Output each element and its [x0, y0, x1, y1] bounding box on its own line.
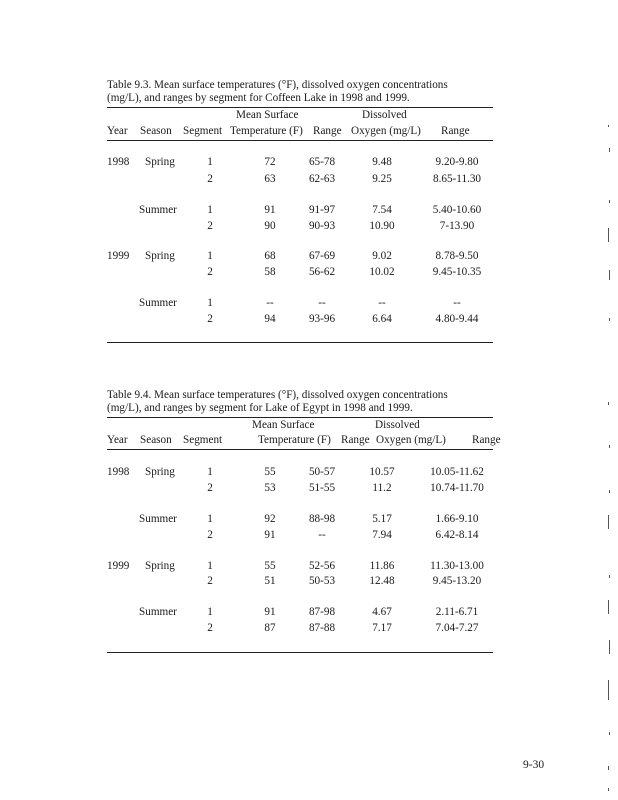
cell-oxygen: 11.86 — [369, 560, 395, 572]
table-caption — [107, 79, 493, 105]
table-row — [107, 622, 493, 635]
cell-segment: 2 — [207, 313, 213, 325]
cell-oxygen-range: 1.66-9.10 — [435, 513, 479, 525]
cell-oxygen-range: 6.42-8.14 — [435, 529, 479, 541]
cell-oxygen: 12.48 — [369, 575, 395, 587]
cell-segment: 1 — [207, 513, 213, 525]
cell-segment: 1 — [207, 250, 213, 262]
cell-temp-range: 65-78 — [308, 156, 336, 168]
header-dissolved: Dissolved — [362, 109, 407, 121]
table-row — [107, 313, 493, 326]
cell-season: Spring — [145, 466, 175, 478]
header-row-2 — [107, 125, 493, 138]
cell-temperature: 91 — [264, 606, 276, 618]
page-number: 9-30 — [523, 759, 545, 771]
table-row — [107, 560, 493, 573]
caption-line-1: Table 9.3. Mean surface temperatures (°F), dissolved oxygen concentrations — [107, 79, 448, 91]
cell-oxygen: -- — [378, 297, 386, 309]
cell-segment: 2 — [207, 575, 213, 587]
cell-oxygen-range: 7.04-7.27 — [435, 622, 479, 634]
cell-temp-range: 87-98 — [308, 606, 336, 618]
scan-speck — [608, 600, 609, 614]
scan-speck — [608, 125, 609, 127]
cell-temperature: 91 — [264, 529, 276, 541]
scan-speck — [609, 640, 610, 654]
header-oxygen-range: Range — [472, 434, 501, 446]
header-mean-surface: Mean Surface — [236, 109, 299, 121]
scan-speck — [609, 318, 610, 321]
header-segment: Segment — [183, 125, 223, 137]
cell-season: Summer — [139, 204, 177, 216]
table-row — [107, 606, 493, 619]
header-row-1 — [107, 419, 493, 432]
cell-temp-range: -- — [318, 529, 326, 541]
top-rule — [107, 417, 493, 418]
cell-temperature: 94 — [264, 313, 276, 325]
cell-temp-range: 91-97 — [308, 204, 336, 216]
cell-oxygen: 4.67 — [372, 606, 392, 618]
header-temp-range: Range — [341, 434, 370, 446]
bottom-rule — [107, 652, 493, 653]
cell-temperature: 72 — [264, 156, 276, 168]
cell-oxygen: 6.64 — [372, 313, 392, 325]
cell-temp-range: 50-57 — [308, 466, 336, 478]
cell-oxygen-range: 5.40-10.60 — [432, 204, 482, 216]
scan-speck — [609, 270, 610, 280]
caption-line-2: (mg/L), and ranges by segment for Lake of Egypt in 1998 and 1999. — [107, 402, 413, 414]
caption-line-2: (mg/L), and ranges by segment for Coffeen Lake in 1998 and 1999. — [107, 92, 410, 104]
cell-season: Spring — [145, 156, 175, 168]
cell-year: 1998 — [107, 156, 130, 168]
cell-oxygen-range: 11.30-13.00 — [430, 560, 484, 572]
top-rule — [107, 107, 493, 108]
cell-oxygen-range: 9.45-10.35 — [432, 266, 482, 278]
scan-speck — [608, 515, 609, 529]
cell-segment: 2 — [207, 482, 213, 494]
cell-oxygen-range: 8.78-9.50 — [435, 250, 479, 262]
cell-temperature: 92 — [264, 513, 276, 525]
header-mean-surface: Mean Surface — [252, 419, 315, 431]
cell-oxygen: 7.17 — [372, 622, 392, 634]
scan-speck — [608, 228, 609, 242]
cell-oxygen-range: 7-13.90 — [439, 220, 475, 232]
cell-oxygen: 9.02 — [372, 250, 392, 262]
cell-oxygen: 10.90 — [369, 220, 395, 232]
cell-oxygen: 7.94 — [372, 529, 392, 541]
scan-speck — [608, 402, 609, 405]
header-temperature: Temperature (F) — [230, 125, 303, 137]
cell-oxygen: 5.17 — [372, 513, 392, 525]
cell-segment: 2 — [207, 220, 213, 232]
cell-temperature: -- — [266, 297, 274, 309]
cell-temperature: 63 — [264, 173, 276, 185]
scan-speck — [609, 445, 610, 448]
table-row — [107, 513, 493, 526]
cell-temperature: 55 — [264, 466, 276, 478]
scan-speck — [609, 148, 610, 152]
table-row — [107, 173, 493, 186]
cell-temperature: 58 — [264, 266, 276, 278]
cell-temp-range: 93-96 — [308, 313, 336, 325]
table-caption — [107, 389, 493, 415]
cell-temp-range: 56-62 — [308, 266, 336, 278]
cell-oxygen: 11.2 — [372, 482, 392, 494]
scan-speck — [608, 680, 609, 700]
header-dissolved: Dissolved — [375, 419, 420, 431]
cell-temp-range: -- — [318, 297, 326, 309]
cell-temperature: 90 — [264, 220, 276, 232]
header-oxygen: Oxygen (mg/L) — [376, 434, 446, 446]
cell-oxygen: 10.02 — [369, 266, 395, 278]
header-temp-range: Range — [313, 125, 342, 137]
cell-temp-range: 88-98 — [308, 513, 336, 525]
header-season: Season — [140, 125, 172, 137]
header-temperature: Temperature (F) — [258, 434, 331, 446]
cell-oxygen: 9.25 — [372, 173, 392, 185]
cell-year: 1998 — [107, 466, 130, 478]
cell-temp-range: 87-88 — [308, 622, 336, 634]
scan-speck — [609, 575, 610, 578]
cell-segment: 1 — [207, 156, 213, 168]
header-oxygen-range: Range — [441, 125, 470, 137]
cell-segment: 2 — [207, 622, 213, 634]
cell-oxygen-range: 9.20-9.80 — [435, 156, 479, 168]
table-row — [107, 204, 493, 217]
cell-oxygen: 9.48 — [372, 156, 392, 168]
cell-temp-range: 90-93 — [308, 220, 336, 232]
header-oxygen: Oxygen (mg/L) — [351, 125, 421, 137]
table-row — [107, 220, 493, 233]
scan-speck — [609, 200, 610, 203]
caption-line-1: Table 9.4. Mean surface temperatures (°F), dissolved oxygen concentrations — [107, 389, 448, 401]
table-row — [107, 266, 493, 279]
cell-oxygen-range: 9.45-13.20 — [432, 575, 482, 587]
cell-temperature: 87 — [264, 622, 276, 634]
cell-season: Summer — [139, 606, 177, 618]
header-row-1 — [107, 109, 493, 122]
cell-oxygen-range: 10.74-11.70 — [430, 482, 484, 494]
cell-temperature: 51 — [264, 575, 276, 587]
table-row — [107, 529, 493, 542]
cell-oxygen-range: 4.80-9.44 — [435, 313, 479, 325]
header-rule — [107, 140, 493, 141]
bottom-rule — [107, 342, 493, 343]
cell-segment: 2 — [207, 266, 213, 278]
table-row — [107, 250, 493, 263]
header-row-2 — [107, 434, 501, 447]
header-year: Year — [107, 434, 128, 446]
cell-oxygen-range: 2.11-6.71 — [435, 606, 479, 618]
header-year: Year — [107, 125, 128, 137]
cell-year: 1999 — [107, 250, 130, 262]
cell-temp-range: 51-55 — [308, 482, 336, 494]
cell-season: Spring — [145, 250, 175, 262]
cell-segment: 2 — [207, 173, 213, 185]
cell-segment: 1 — [207, 297, 213, 309]
table-9-4 — [107, 389, 501, 634]
scan-speck — [608, 766, 609, 770]
table-9-3 — [107, 79, 493, 325]
header-season: Season — [140, 434, 172, 446]
cell-oxygen: 7.54 — [372, 204, 392, 216]
cell-season: Summer — [139, 297, 177, 309]
cell-season: Spring — [145, 560, 175, 572]
cell-oxygen-range: 10.05-11.62 — [430, 466, 484, 478]
cell-temperature: 91 — [264, 204, 276, 216]
cell-segment: 1 — [207, 204, 213, 216]
cell-temperature: 55 — [264, 560, 276, 572]
table-row — [107, 297, 493, 310]
cell-oxygen-range: -- — [453, 297, 461, 309]
cell-temperature: 53 — [264, 482, 276, 494]
header-rule — [107, 449, 493, 450]
cell-temp-range: 62-63 — [308, 173, 336, 185]
table-row — [107, 575, 493, 588]
table-row — [107, 466, 493, 479]
scan-speck — [609, 732, 610, 735]
table-row — [107, 482, 493, 495]
cell-season: Summer — [139, 513, 177, 525]
cell-segment: 1 — [207, 560, 213, 572]
cell-segment: 2 — [207, 529, 213, 541]
cell-oxygen: 10.57 — [369, 466, 395, 478]
cell-temp-range: 50-53 — [308, 575, 336, 587]
cell-temperature: 68 — [264, 250, 276, 262]
table-row — [107, 156, 493, 169]
header-segment: Segment — [183, 434, 223, 446]
cell-year: 1999 — [107, 560, 130, 572]
cell-segment: 1 — [207, 466, 213, 478]
scan-speck — [609, 490, 610, 493]
scan-speck — [608, 788, 609, 791]
cell-oxygen-range: 8.65-11.30 — [432, 173, 482, 185]
cell-temp-range: 67-69 — [308, 250, 336, 262]
cell-segment: 1 — [207, 606, 213, 618]
cell-temp-range: 52-56 — [308, 560, 336, 572]
